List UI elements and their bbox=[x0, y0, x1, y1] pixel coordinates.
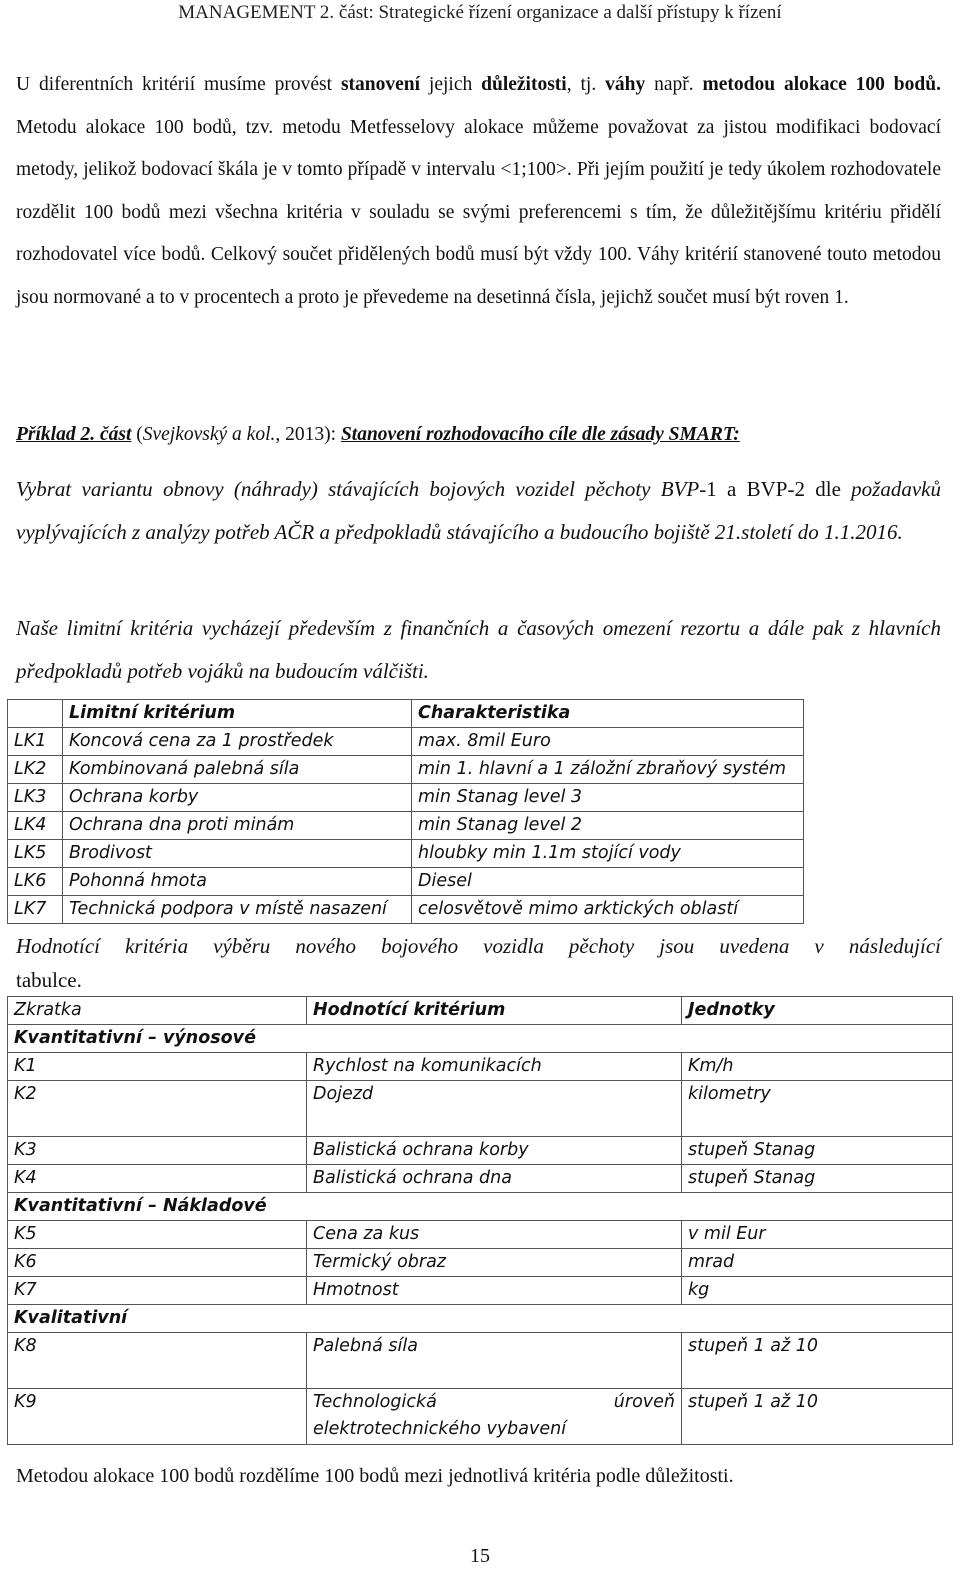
cell: Palebná síla bbox=[307, 1333, 682, 1389]
example-source: Svejkovský a kol. bbox=[142, 424, 276, 445]
example-label: Příklad 2. část bbox=[16, 424, 132, 445]
cell: Koncová cena za 1 prostředek bbox=[63, 728, 412, 756]
cell: stupeň Stanag bbox=[682, 1137, 953, 1165]
table-row bbox=[8, 756, 804, 784]
text: Metodu alokace 100 bodů, tzv. metodu Metfesselovy alokace můžeme považovat za jistou modifikaci bodovací metody, jelikož bodovací škála je v tomto případě v intervalu <1;100>. Při jejím použití je tedy úkolem rozhodovatele rozdělit 100 bodů mezi všechna kritéria v souladu se svými preferencemi s tím, že důležitějšímu kritériu přidělí rozhodovatel více bodů. Celkový součet přidělených bodů musí být vždy 100. Váhy kritérií stanovené touto metodou jsou normované a to v procentech a proto je převedeme na desetinná čísla, jejichž součet musí být roven 1. bbox=[16, 116, 941, 308]
cell bbox=[307, 1389, 682, 1445]
text: Vybrat variantu obnovy (náhrady) stávajících bojových vozidel pěchoty BVP bbox=[16, 477, 700, 501]
cell: K3 bbox=[8, 1137, 307, 1165]
table-header-cell: Limitní kritérium bbox=[63, 700, 412, 728]
table-header-cell: Charakteristika bbox=[412, 700, 804, 728]
paragraph-alokace bbox=[16, 64, 941, 319]
cell: LK5 bbox=[8, 840, 63, 868]
text: -1 a BVP-2 dle bbox=[699, 477, 852, 501]
cell: Diesel bbox=[412, 868, 804, 896]
cell: K9 bbox=[8, 1389, 307, 1445]
table-header-row bbox=[8, 997, 953, 1025]
cell: K1 bbox=[8, 1053, 307, 1081]
paragraph-evaluation-intro-end: tabulce. bbox=[16, 968, 82, 992]
cell: K4 bbox=[8, 1165, 307, 1193]
table-row bbox=[8, 1165, 953, 1193]
table-row bbox=[8, 812, 804, 840]
table-row bbox=[8, 1277, 953, 1305]
cell: kg bbox=[682, 1277, 953, 1305]
text: např. bbox=[645, 74, 703, 95]
table-header-row bbox=[8, 700, 804, 728]
evaluation-criteria-table bbox=[7, 996, 953, 1445]
cell: LK2 bbox=[8, 756, 63, 784]
cell: max. 8mil Euro bbox=[412, 728, 804, 756]
paragraph-closing: Metodou alokace 100 bodů rozdělíme 100 bodů mezi jednotlivá kritéria podle důležitosti. bbox=[16, 1465, 734, 1487]
table-row bbox=[8, 1389, 953, 1445]
cell: mrad bbox=[682, 1249, 953, 1277]
table-row bbox=[8, 1221, 953, 1249]
cell: Balistická ochrana korby bbox=[307, 1137, 682, 1165]
cell-text: elektrotechnického vybavení bbox=[313, 1419, 567, 1439]
table-row bbox=[8, 1137, 953, 1165]
cell: K8 bbox=[8, 1333, 307, 1389]
cell: stupeň Stanag bbox=[682, 1165, 953, 1193]
page-number: 15 bbox=[470, 1545, 490, 1567]
group-label: Kvantitativní – výnosové bbox=[8, 1025, 953, 1053]
table-header-cell: Zkratka bbox=[8, 997, 307, 1025]
cell: Ochrana korby bbox=[63, 784, 412, 812]
table-header-cell bbox=[8, 700, 63, 728]
cell: Ochrana dna proti minám bbox=[63, 812, 412, 840]
cell: celosvětově mimo arktických oblastí bbox=[412, 896, 804, 924]
example-heading bbox=[16, 414, 941, 457]
cell: K2 bbox=[8, 1081, 307, 1137]
table-header-cell: Jednotky bbox=[682, 997, 953, 1025]
table-row bbox=[8, 896, 804, 924]
table-row bbox=[8, 1333, 953, 1389]
text: Hodnotící kritéria výběru nového bojového vozidla pěchoty jsou uvedena v následující bbox=[16, 934, 941, 958]
cell: LK1 bbox=[8, 728, 63, 756]
cell: Cena za kus bbox=[307, 1221, 682, 1249]
group-row bbox=[8, 1193, 953, 1221]
text: ( bbox=[131, 424, 143, 445]
cell: Km/h bbox=[682, 1053, 953, 1081]
cell: LK3 bbox=[8, 784, 63, 812]
text: , tj. bbox=[566, 74, 606, 95]
text: požadavků vyplývajících z analýzy potřeb AČR a předpokladů stávajícího a budoucího bojiště 21.století do 1.1.2016. bbox=[16, 477, 941, 544]
cell: Hmotnost bbox=[307, 1277, 682, 1305]
cell-text: Technologická bbox=[313, 1392, 437, 1412]
cell: stupeň 1 až 10 bbox=[682, 1389, 953, 1445]
cell: LK6 bbox=[8, 868, 63, 896]
group-label: Kvantitativní – Nákladové bbox=[8, 1193, 953, 1221]
cell: v mil Eur bbox=[682, 1221, 953, 1249]
table-header-cell: Hodnotící kritérium bbox=[307, 997, 682, 1025]
text: U diferentních kritérií musíme provést bbox=[16, 74, 341, 95]
cell: min Stanag level 3 bbox=[412, 784, 804, 812]
page-header: MANAGEMENT 2. část: Strategické řízení organizace a další přístupy k řízení bbox=[178, 2, 782, 23]
table-row bbox=[8, 784, 804, 812]
cell: LK4 bbox=[8, 812, 63, 840]
table-row bbox=[8, 728, 804, 756]
cell: Brodivost bbox=[63, 840, 412, 868]
cell: Termický obraz bbox=[307, 1249, 682, 1277]
table-row bbox=[8, 868, 804, 896]
cell: Pohonná hmota bbox=[63, 868, 412, 896]
cell: hloubky min 1.1m stojící vody bbox=[412, 840, 804, 868]
group-row bbox=[8, 1305, 953, 1333]
cell: min 1. hlavní a 1 záložní zbraňový systém bbox=[412, 756, 804, 784]
cell: Kombinovaná palebná síla bbox=[63, 756, 412, 784]
text-bold: metodou alokace 100 bodů. bbox=[702, 74, 941, 95]
paragraph-goal bbox=[16, 468, 941, 553]
table-row bbox=[8, 1249, 953, 1277]
table-row bbox=[8, 1053, 953, 1081]
limit-criteria-table bbox=[7, 699, 804, 924]
cell: K7 bbox=[8, 1277, 307, 1305]
text-bold: váhy bbox=[605, 74, 646, 95]
cell-line bbox=[313, 1389, 675, 1416]
paragraph-evaluation-intro bbox=[16, 932, 941, 960]
cell: stupeň 1 až 10 bbox=[682, 1333, 953, 1389]
paragraph-limits: Naše limitní kritéria vycházejí především z finančních a časových omezení rezortu a dále pak z hlavních předpokladů potřeb vojáků na budoucím válčišti. bbox=[16, 616, 941, 683]
text-bold: stanovení bbox=[340, 74, 421, 95]
cell: Dojezd bbox=[307, 1081, 682, 1137]
table-row bbox=[8, 840, 804, 868]
example-title: Stanovení rozhodovacího cíle dle zásady SMART: bbox=[340, 424, 740, 445]
cell: Balistická ochrana dna bbox=[307, 1165, 682, 1193]
cell: min Stanag level 2 bbox=[412, 812, 804, 840]
cell: LK7 bbox=[8, 896, 63, 924]
cell: Rychlost na komunikacích bbox=[307, 1053, 682, 1081]
group-row bbox=[8, 1025, 953, 1053]
table-row bbox=[8, 1081, 953, 1137]
cell-text: úroveň bbox=[613, 1392, 675, 1412]
cell: K5 bbox=[8, 1221, 307, 1249]
cell: Technická podpora v místě nasazení bbox=[63, 896, 412, 924]
cell: kilometry bbox=[682, 1081, 953, 1137]
cell: K6 bbox=[8, 1249, 307, 1277]
text: , 2013): bbox=[275, 424, 341, 445]
text-bold: důležitosti bbox=[481, 74, 567, 95]
text: jejich bbox=[420, 74, 482, 95]
group-label: Kvalitativní bbox=[8, 1305, 953, 1333]
